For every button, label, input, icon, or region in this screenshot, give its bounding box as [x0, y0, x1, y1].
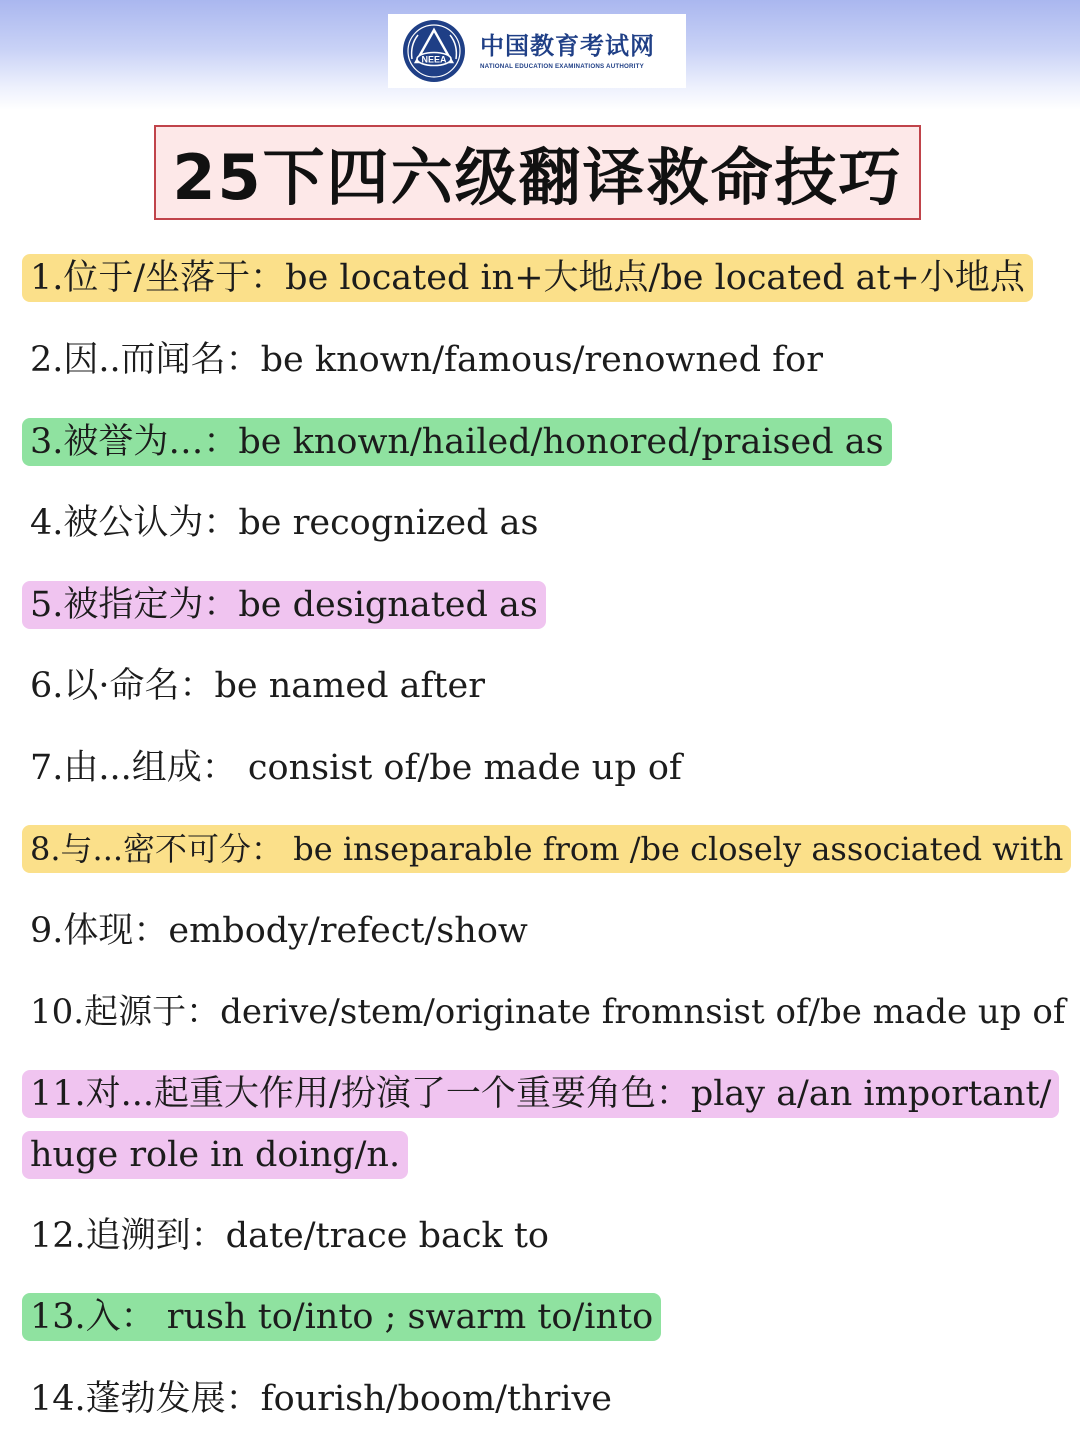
- phrase-item-5: 5.被指定为：be designated as: [22, 581, 546, 629]
- page-title: 25下四六级翻译救命技巧: [172, 141, 903, 214]
- logo-name-cn: 中国教育考试网: [480, 32, 655, 60]
- phrase-item-8: 8.与...密不可分： be inseparable from /be closely associated with: [22, 825, 1071, 873]
- phrase-item-13: 13.入： rush to/into ; swarm to/into: [22, 1293, 661, 1341]
- neea-emblem-icon: [402, 19, 466, 83]
- phrase-item-6: 6.以·命名：be named after: [30, 666, 485, 706]
- phrase-item-3: 3.被誉为…：be known/hailed/honored/praised as: [22, 418, 892, 466]
- phrase-item-14: 14.蓬勃发展：fourish/boom/thrive: [30, 1379, 612, 1419]
- emblem-text: NEEA: [421, 54, 447, 65]
- phrase-item-9: 9.体现：embody/refect/show: [30, 911, 528, 951]
- phrase-item-7: 7.由...组成： consist of/be made up of: [30, 748, 682, 788]
- phrase-item-1: 1.位于/坐落于：be located in+大地点/be located at+小地点: [22, 254, 1033, 302]
- phrase-item-4: 4.被公认为：be recognized as: [30, 503, 539, 543]
- logo-text: [480, 32, 655, 70]
- phrase-item-12: 12.追溯到：date/trace back to: [30, 1216, 549, 1256]
- phrase-item-11: 11.对...起重大作用/扮演了一个重要角色：play a/an important/: [22, 1070, 1059, 1118]
- site-logo[interactable]: [388, 14, 686, 88]
- phrase-item-10: 10.起源于：derive/stem/originate fromnsist of/be made up of: [30, 992, 1066, 1032]
- phrase-item-11-continued: huge role in doing/n.: [22, 1131, 408, 1179]
- phrase-item-2: 2.因..而闻名：be known/famous/renowned for: [30, 340, 823, 380]
- title-banner: [154, 125, 921, 220]
- logo-name-en: NATIONAL EDUCATION EXAMINATIONS AUTHORITY: [480, 63, 644, 70]
